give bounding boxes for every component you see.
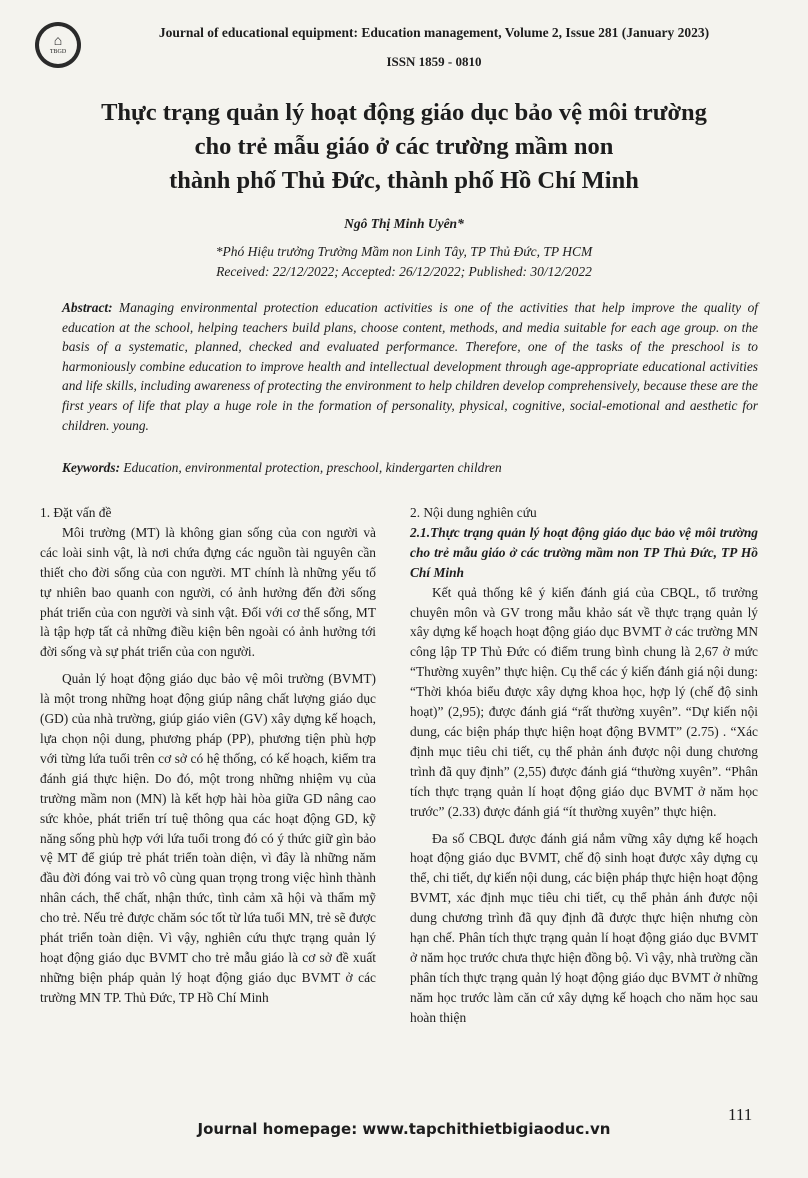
- title-line-1: Thực trạng quản lý hoạt động giáo dục bảo vệ môi trường: [101, 99, 707, 126]
- paragraph: Đa số CBQL được đánh giá nắm vững xây dựng kế hoạch hoạt động giáo dục BVMT, chế độ sinh hoạt được xây dựng cụ thể, chi tiết, dự kiến nội dung, các biện pháp thực hiện hoạt động BVMT, xác định mục tiêu chi tiết, cụ thể phản ánh được nội dung chương trình đã quy định đã được thực hiện nhưng còn hạn chế. Phân tích thực trạng quản lí hoạt động giáo dục BVMT ở năm học trước chưa thực hiện đồng bộ. Vì vậy, nhà trường cần phân tích thực trạng quản lý hoạt động giáo dục BVMT ở những năm học trước làm căn cứ xây dựng kế hoạch cho năm học sau hoàn thiện: [410, 830, 758, 1025]
- section-heading-content: 2. Nội dung nghiên cứu: [410, 505, 537, 520]
- issn: ISSN 1859 - 0810: [386, 54, 482, 69]
- journal-logo: [35, 22, 81, 68]
- keywords-text: Education, environmental protection, preschool, kindergarten children: [123, 460, 502, 475]
- publication-dates: Received: 22/12/2022; Accepted: 26/12/2022; Published: 30/12/2022: [216, 263, 592, 279]
- page-number: 111: [728, 1105, 753, 1124]
- page-header: [0, 0, 808, 80]
- abstract-text: Managing environmental protection education activities is one of the activities that help improve the quality of education at the school, helping teachers build plans, choose content, methods, and media suitable for each age group. on the basis of a systematic, planned, checked and evaluated performance. Therefore, one of the tasks of the preschool is to harmoniously combine education to improve health and intellectual development through age-appropriate educational activities and life skills, including awareness of protecting the environment to help children develop comprehensively, because these are the first years of life that play a huge role in the formation of personality, physical, cognitive, social-emotional and aesthetic for children. young.: [62, 300, 758, 433]
- paragraph: Môi trường (MT) là không gian sống của con người và các loài sinh vật, là nơi chứa đựng các nguồn tài nguyên cần thiết cho đời sống của con người. MT chính là những yếu tố tự nhiên bao quanh con người, có ảnh hưởng đến đời sống phát triển của con người và sinh vật. Đối với cơ thể sống, MT là tập hợp tất cả những điều kiện bên ngoài có ảnh hưởng tới đời sống và sự phát triển của con người.: [40, 524, 376, 660]
- title-line-3: thành phố Thủ Đức, thành phố Hồ Chí Minh: [169, 167, 639, 194]
- keywords-label: Keywords:: [62, 460, 121, 475]
- article-title: [20, 96, 788, 198]
- keywords: [62, 460, 758, 476]
- title-line-2: cho trẻ mẫu giáo ở các trường mầm non: [194, 133, 614, 160]
- affiliation-block: [20, 242, 788, 281]
- left-column: [40, 503, 376, 1008]
- subsection-heading: 2.1.Thực trạng quản lý hoạt động giáo dục bảo vệ môi trường cho trẻ mẫu giáo ở các trường mầm non TP Thủ Đức, TP Hồ Chí Minh: [410, 524, 758, 580]
- abstract: [62, 298, 758, 435]
- logo-text: TBGD: [49, 49, 67, 55]
- section-heading-introduction: 1. Đặt vấn đề: [40, 505, 112, 520]
- paragraph: Kết quả thống kê ý kiến đánh giá của CBQL, tổ trưởng chuyên môn và GV trong mẫu khảo sát về thực trạng quản lý xây dựng kế hoạch hoạt động giáo dục BVMT ở các trường MN công lập TP Thủ Đức có điểm trung bình chung là 2,67 ở mức “Thường xuyên” thực hiện. Cụ thể các ý kiến đánh giá nội dung: “Thời khóa biểu được xây dựng khoa học, hợp lý (chế độ sinh hoạt)” (2,95); được đánh giá “rất thường xuyên”. “Dự kiến nội dung, các biện pháp thực hiện hoạt động BVMT” (2.75) . “Xác định mục tiêu chi tiết, cụ thể phản ánh được nội dung chương trình đã quy định” (2,55) được đánh giá “thường xuyên”. “Phân tích thực trạng quản lí hoạt động giáo dục BVMT ở năm học trước” (2.33) được đánh giá “ít thường xuyên” thực hiện.: [410, 584, 758, 819]
- right-column: [410, 503, 758, 1028]
- journal-citation: Journal of educational equipment: Education management, Volume 2, Issue 281 (January 2023): [158, 25, 710, 40]
- paragraph: Quản lý hoạt động giáo dục bảo vệ môi trường (BVMT) là một trong những hoạt động giúp nâng chất lượng giáo dục (GD) của nhà trường, giúp giáo viên (GV) xây dựng kế hoạch, lựa chọn nội dung, phương pháp (PP), phương tiện phù hợp với từng lứa tuổi trên cơ sở có hệ thống, có kế hoạch, kiểm tra đánh giá thực hiện. Do đó, một trong những nhiệm vụ của trường mầm non (MN) là kết hợp hài hòa giữa GD nâng cao sức khỏe, phát triển trí tuệ thông qua các hoạt động GD, kỹ năng sống phù hợp với lứa tuổi trong đó có ý thức giữ gìn bảo vệ MT để giúp trẻ phát triển toàn diện, vì đây là những năm đầu đời đóng vai trò vô cùng quan trọng trong việc hình thành nhân cách, thể chất, nhận thức, tình cảm xã hội và thẩm mỹ cho trẻ. Nếu trẻ được chăm sóc tốt từ lứa tuổi MN, trẻ sẽ được phát triển toàn diện. Vì vậy, nghiên cứu thực trạng quản lý hoạt động giáo dục BVMT cho trẻ mẫu giáo là cơ sở đề xuất những biện pháp quản lý hoạt động giáo dục BVMT ở các trường MN TP. Thủ Đức, TP Hồ Chí Minh: [40, 671, 376, 1005]
- affiliation: *Phó Hiệu trưởng Trường Mầm non Linh Tây, TP Thủ Đức, TP HCM: [215, 244, 593, 259]
- book-icon: ⌂: [53, 34, 63, 49]
- abstract-label: Abstract:: [62, 300, 113, 315]
- author-name: Ngô Thị Minh Uyên*: [344, 216, 464, 231]
- journal-homepage: Journal homepage: www.tapchithietbigiaoduc.vn: [197, 1120, 611, 1138]
